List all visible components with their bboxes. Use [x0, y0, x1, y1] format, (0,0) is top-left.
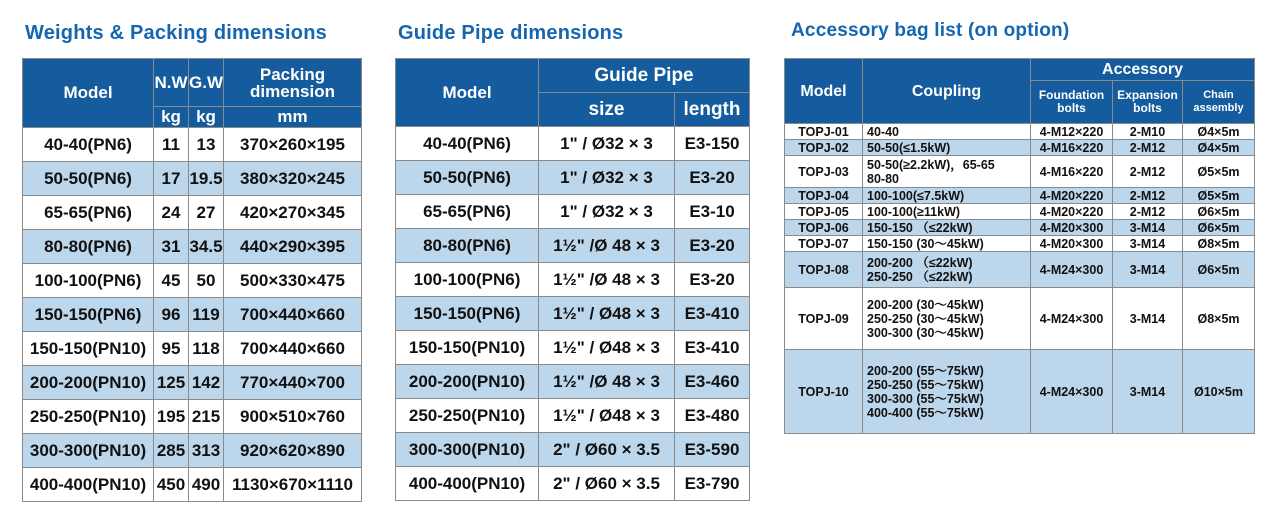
gross-weight-cell: 119 [189, 298, 224, 332]
pipe-length-cell: E3-590 [675, 433, 750, 467]
model-cell: 50-50(PN6) [23, 162, 154, 196]
table-row [785, 288, 1255, 350]
pipe-size-cell: 1½" / Ø48 × 3 [539, 331, 675, 365]
model-cell: 250-250(PN10) [396, 399, 539, 433]
model-cell: TOPJ-10 [785, 350, 863, 434]
model-cell: TOPJ-08 [785, 252, 863, 288]
expansion-bolts-cell: 3-M14 [1113, 220, 1183, 236]
accessory-body [785, 124, 1255, 434]
model-cell: 250-250(PN10) [23, 400, 154, 434]
coupling-cell: 50-50(≥2.2kW)，65-65 80-80 [863, 156, 1031, 188]
packing-dimension-cell: 700×440×660 [224, 298, 362, 332]
expansion-bolts-cell: 2-M12 [1113, 140, 1183, 156]
pipe-length-cell: E3-20 [675, 263, 750, 297]
weights-unit-packing: mm [224, 107, 362, 128]
weights-header-model: Model [23, 59, 154, 128]
model-cell: 300-300(PN10) [23, 434, 154, 468]
model-cell: 80-80(PN6) [396, 229, 539, 263]
weights-unit-nw: kg [154, 107, 189, 128]
chain-assembly-cell: Ø5×5m [1183, 188, 1255, 204]
table-row [785, 156, 1255, 188]
packing-dimension-cell: 440×290×395 [224, 230, 362, 264]
weights-header-packing [224, 59, 362, 107]
expansion-bolts-cell: 3-M14 [1113, 350, 1183, 434]
weights-unit-gw: kg [189, 107, 224, 128]
table-row [785, 140, 1255, 156]
coupling-cell: 150-150 （≤22kW) [863, 220, 1031, 236]
expansion-bolts-cell: 2-M10 [1113, 124, 1183, 140]
guide-table [395, 58, 750, 501]
chain-assembly-cell: Ø4×5m [1183, 124, 1255, 140]
model-cell: TOPJ-05 [785, 204, 863, 220]
net-weight-cell: 195 [154, 400, 189, 434]
accessory-header-foundation: Foundation bolts [1031, 81, 1113, 124]
weights-title: Weights & Packing dimensions [25, 22, 327, 44]
table-row [785, 188, 1255, 204]
table-row [396, 161, 750, 195]
coupling-cell: 100-100(≥11kW) [863, 204, 1031, 220]
table-row [23, 264, 362, 298]
table-row [23, 468, 362, 502]
model-cell: 400-400(PN10) [396, 467, 539, 501]
chain-assembly-cell: Ø6×5m [1183, 252, 1255, 288]
table-row [396, 365, 750, 399]
table-row [785, 204, 1255, 220]
net-weight-cell: 11 [154, 128, 189, 162]
net-weight-cell: 285 [154, 434, 189, 468]
gross-weight-cell: 34.5 [189, 230, 224, 264]
table-row [23, 196, 362, 230]
accessory-header-expansion: Expansion bolts [1113, 81, 1183, 124]
pipe-size-cell: 1½" / Ø48 × 3 [539, 297, 675, 331]
foundation-bolts-cell: 4-M24×300 [1031, 350, 1113, 434]
model-cell: 300-300(PN10) [396, 433, 539, 467]
expansion-bolts-cell: 2-M12 [1113, 188, 1183, 204]
coupling-cell: 40-40 [863, 124, 1031, 140]
model-cell: 200-200(PN10) [23, 366, 154, 400]
guide-header-model: Model [396, 59, 539, 127]
pipe-length-cell: E3-460 [675, 365, 750, 399]
packing-dimension-cell: 900×510×760 [224, 400, 362, 434]
gross-weight-cell: 27 [189, 196, 224, 230]
weights-header-packing-label: Packing dimension [249, 64, 335, 101]
table-row [785, 220, 1255, 236]
foundation-bolts-cell: 4-M24×300 [1031, 288, 1113, 350]
coupling-cell: 200-200 （≤22kW) 250-250 （≤22kW) [863, 252, 1031, 288]
model-cell: 150-150(PN6) [23, 298, 154, 332]
pipe-size-cell: 2" / Ø60 × 3.5 [539, 467, 675, 501]
table-row [785, 252, 1255, 288]
foundation-bolts-cell: 4-M20×300 [1031, 220, 1113, 236]
pipe-size-cell: 1" / Ø32 × 3 [539, 195, 675, 229]
foundation-bolts-cell: 4-M20×300 [1031, 236, 1113, 252]
net-weight-cell: 31 [154, 230, 189, 264]
net-weight-cell: 450 [154, 468, 189, 502]
coupling-cell: 200-200 (55～75kW) 250-250 (55～75kW) 300-300 (55～75kW) 400-400 (55～75kW) [863, 350, 1031, 434]
accessory-header-chain: Chain assembly [1183, 81, 1255, 124]
coupling-cell: 100-100(≤7.5kW) [863, 188, 1031, 204]
table-row [396, 127, 750, 161]
expansion-bolts-cell: 2-M12 [1113, 156, 1183, 188]
net-weight-cell: 125 [154, 366, 189, 400]
table-row [396, 467, 750, 501]
model-cell: TOPJ-06 [785, 220, 863, 236]
model-cell: 150-150(PN10) [23, 332, 154, 366]
pipe-size-cell: 2" / Ø60 × 3.5 [539, 433, 675, 467]
chain-assembly-cell: Ø5×5m [1183, 156, 1255, 188]
foundation-bolts-cell: 4-M16×220 [1031, 156, 1113, 188]
coupling-cell: 50-50(≤1.5kW) [863, 140, 1031, 156]
gross-weight-cell: 490 [189, 468, 224, 502]
table-row [23, 366, 362, 400]
model-cell: 50-50(PN6) [396, 161, 539, 195]
foundation-bolts-cell: 4-M20×220 [1031, 204, 1113, 220]
pipe-size-cell: 1" / Ø32 × 3 [539, 161, 675, 195]
expansion-bolts-cell: 3-M14 [1113, 288, 1183, 350]
pipe-length-cell: E3-20 [675, 161, 750, 195]
pipe-length-cell: E3-150 [675, 127, 750, 161]
foundation-bolts-cell: 4-M16×220 [1031, 140, 1113, 156]
pipe-length-cell: E3-790 [675, 467, 750, 501]
foundation-bolts-cell: 4-M24×300 [1031, 252, 1113, 288]
gross-weight-cell: 142 [189, 366, 224, 400]
net-weight-cell: 17 [154, 162, 189, 196]
packing-dimension-cell: 920×620×890 [224, 434, 362, 468]
table-row [396, 331, 750, 365]
table-row [23, 434, 362, 468]
packing-dimension-cell: 1130×670×1110 [224, 468, 362, 502]
packing-dimension-cell: 770×440×700 [224, 366, 362, 400]
guide-body [396, 127, 750, 501]
model-cell: 40-40(PN6) [396, 127, 539, 161]
net-weight-cell: 45 [154, 264, 189, 298]
table-row [396, 195, 750, 229]
pipe-length-cell: E3-410 [675, 297, 750, 331]
table-row [396, 399, 750, 433]
table-row [23, 128, 362, 162]
gross-weight-cell: 215 [189, 400, 224, 434]
model-cell: 150-150(PN10) [396, 331, 539, 365]
foundation-bolts-cell: 4-M12×220 [1031, 124, 1113, 140]
table-row [23, 332, 362, 366]
table-row [785, 236, 1255, 252]
net-weight-cell: 24 [154, 196, 189, 230]
gross-weight-cell: 13 [189, 128, 224, 162]
pipe-size-cell: 1½" /Ø 48 × 3 [539, 365, 675, 399]
pipe-length-cell: E3-410 [675, 331, 750, 365]
chain-assembly-cell: Ø8×5m [1183, 288, 1255, 350]
table-row [23, 230, 362, 264]
expansion-bolts-cell: 3-M14 [1113, 252, 1183, 288]
accessory-header-coupling: Coupling [863, 59, 1031, 124]
pipe-size-cell: 1" / Ø32 × 3 [539, 127, 675, 161]
model-cell: TOPJ-07 [785, 236, 863, 252]
weights-table [22, 58, 362, 502]
pipe-length-cell: E3-10 [675, 195, 750, 229]
guide-header-size: size [539, 93, 675, 127]
packing-dimension-cell: 700×440×660 [224, 332, 362, 366]
guide-header-length: length [675, 93, 750, 127]
gross-weight-cell: 50 [189, 264, 224, 298]
expansion-bolts-cell: 2-M12 [1113, 204, 1183, 220]
model-cell: 150-150(PN6) [396, 297, 539, 331]
pipe-size-cell: 1½" / Ø48 × 3 [539, 399, 675, 433]
model-cell: 100-100(PN6) [23, 264, 154, 298]
model-cell: 65-65(PN6) [23, 196, 154, 230]
weights-header-gw: G.W [189, 59, 224, 107]
chain-assembly-cell: Ø8×5m [1183, 236, 1255, 252]
accessory-header-group: Accessory [1031, 59, 1255, 81]
packing-dimension-cell: 380×320×245 [224, 162, 362, 196]
packing-dimension-cell: 500×330×475 [224, 264, 362, 298]
model-cell: TOPJ-04 [785, 188, 863, 204]
net-weight-cell: 96 [154, 298, 189, 332]
coupling-cell: 200-200 (30～45kW) 250-250 (30～45kW) 300-300 (30～45kW) [863, 288, 1031, 350]
model-cell: 65-65(PN6) [396, 195, 539, 229]
pipe-length-cell: E3-480 [675, 399, 750, 433]
model-cell: TOPJ-01 [785, 124, 863, 140]
table-row [396, 433, 750, 467]
net-weight-cell: 95 [154, 332, 189, 366]
table-row [23, 400, 362, 434]
accessory-title: Accessory bag list (on option) [791, 20, 1070, 41]
gross-weight-cell: 19.5 [189, 162, 224, 196]
weights-header-nw: N.W [154, 59, 189, 107]
guide-title: Guide Pipe dimensions [398, 22, 624, 44]
model-cell: 400-400(PN10) [23, 468, 154, 502]
pipe-size-cell: 1½" /Ø 48 × 3 [539, 229, 675, 263]
model-cell: TOPJ-02 [785, 140, 863, 156]
guide-header-group: Guide Pipe [539, 59, 750, 93]
gross-weight-cell: 313 [189, 434, 224, 468]
pipe-length-cell: E3-20 [675, 229, 750, 263]
packing-dimension-cell: 370×260×195 [224, 128, 362, 162]
table-row [785, 350, 1255, 434]
model-cell: 80-80(PN6) [23, 230, 154, 264]
table-row [785, 124, 1255, 140]
foundation-bolts-cell: 4-M20×220 [1031, 188, 1113, 204]
table-row [396, 229, 750, 263]
model-cell: 100-100(PN6) [396, 263, 539, 297]
model-cell: TOPJ-03 [785, 156, 863, 188]
model-cell: 40-40(PN6) [23, 128, 154, 162]
packing-dimension-cell: 420×270×345 [224, 196, 362, 230]
model-cell: TOPJ-09 [785, 288, 863, 350]
model-cell: 200-200(PN10) [396, 365, 539, 399]
weights-body [23, 128, 362, 502]
chain-assembly-cell: Ø6×5m [1183, 220, 1255, 236]
table-row [396, 297, 750, 331]
chain-assembly-cell: Ø6×5m [1183, 204, 1255, 220]
pipe-size-cell: 1½" /Ø 48 × 3 [539, 263, 675, 297]
gross-weight-cell: 118 [189, 332, 224, 366]
accessory-header-model: Model [785, 59, 863, 124]
chain-assembly-cell: Ø10×5m [1183, 350, 1255, 434]
table-row [23, 162, 362, 196]
accessory-table [784, 58, 1255, 434]
chain-assembly-cell: Ø4×5m [1183, 140, 1255, 156]
table-row [23, 298, 362, 332]
table-row [396, 263, 750, 297]
expansion-bolts-cell: 3-M14 [1113, 236, 1183, 252]
coupling-cell: 150-150 (30～45kW) [863, 236, 1031, 252]
